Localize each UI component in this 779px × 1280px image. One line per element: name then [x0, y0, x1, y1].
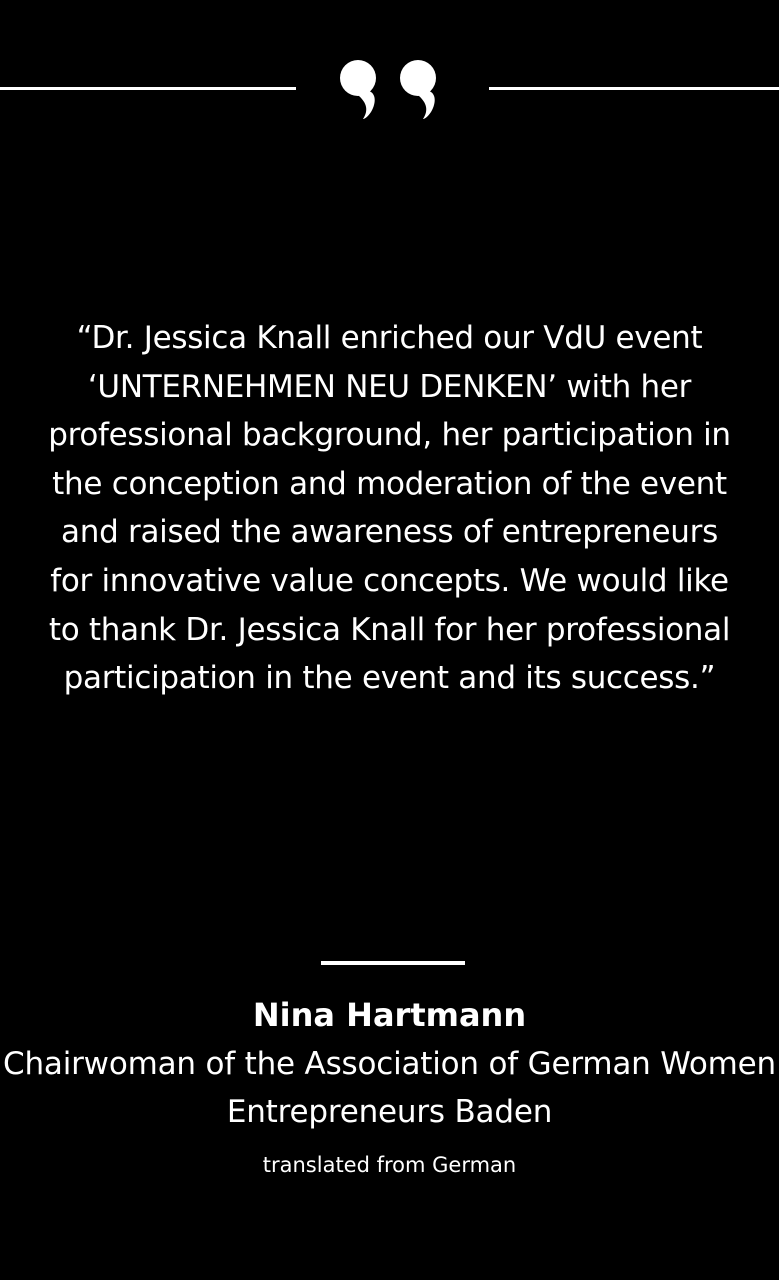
header-rule-right — [489, 87, 779, 90]
author-divider — [321, 961, 465, 965]
author-name: Nina Hartmann — [252, 996, 527, 1034]
translation-note: translated from German — [262, 1153, 517, 1177]
author-role: Chairwoman of the Association of German Women Entrepreneurs Baden — [3, 1046, 776, 1130]
testimonial-quote: “Dr. Jessica Knall enriched our VdU event ‘UNTERNEHMEN NEU DENKEN’ with her professional background, her participation in the conception and moderation of the event and raised the awareness of entrepreneurs for innovative value concepts. We would like to thank Dr. Jessica Knall for her professional participation in the event and its success.” — [48, 320, 731, 697]
quotation-mark-icon — [336, 56, 448, 124]
header-rule-left — [0, 87, 296, 90]
